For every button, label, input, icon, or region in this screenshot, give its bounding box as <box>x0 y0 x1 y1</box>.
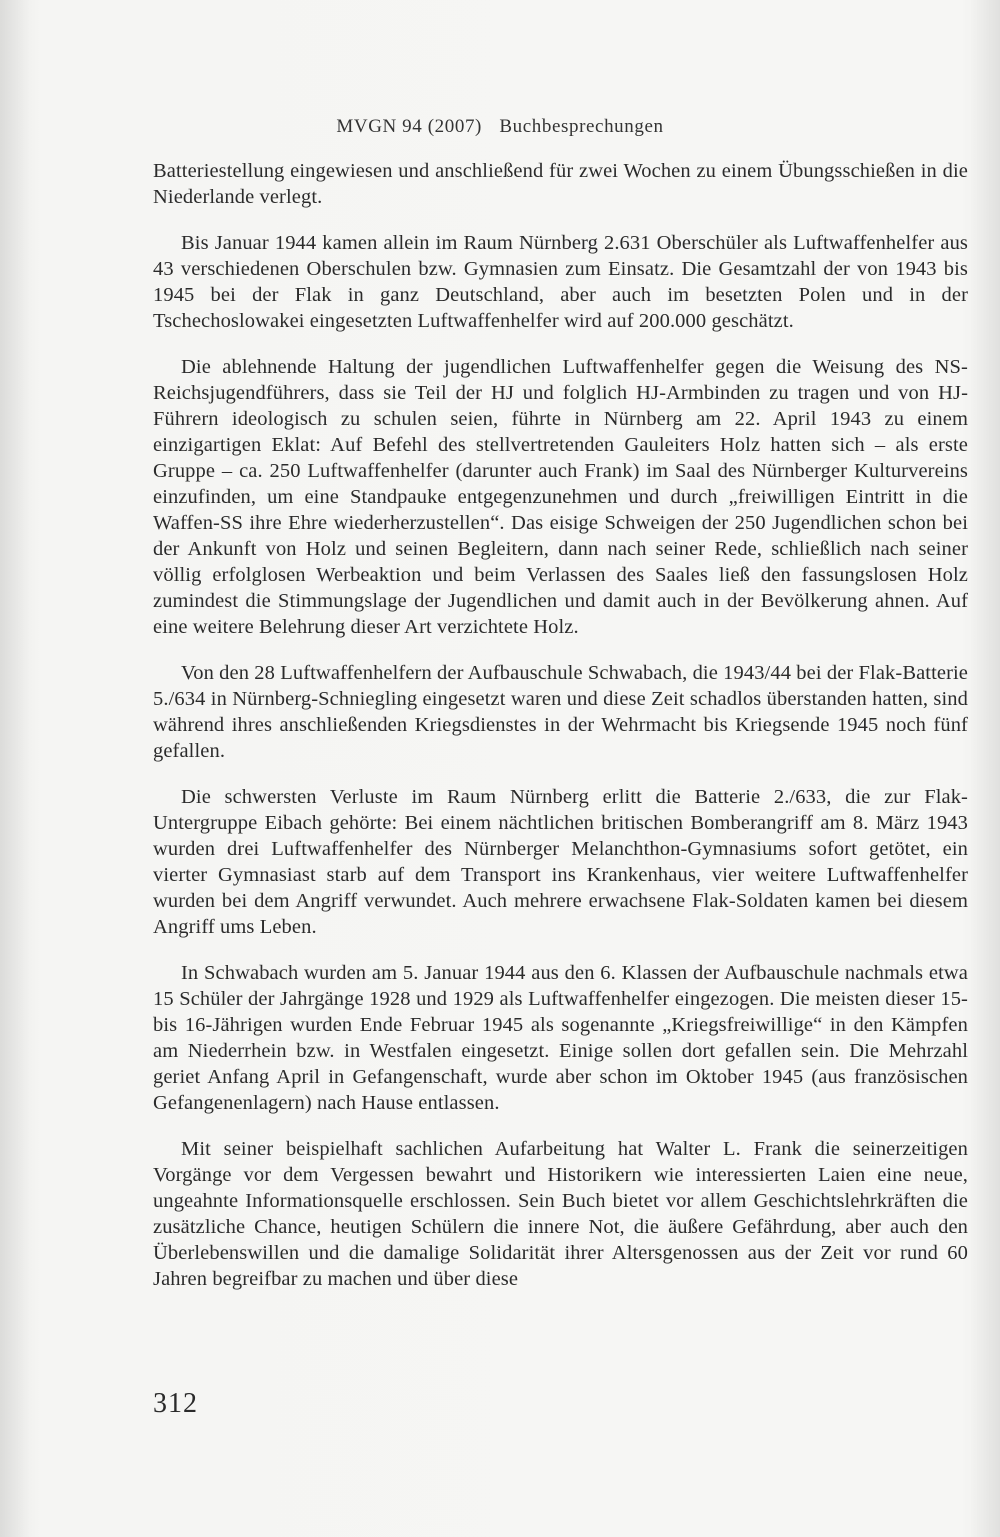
paragraph-continuation: Batteriestellung eingewiesen und anschließend für zwei Wochen zu einem Übungsschießen in die Niederlande verlegt. <box>153 160 968 208</box>
body-text <box>153 158 968 1312</box>
page-number: 312 <box>153 1388 198 1419</box>
paragraph: Mit seiner beispielhaft sachlichen Aufarbeitung hat Walter L. Frank die seinerzeitigen Vorgänge vor dem Vergessen bewahrt und Historikern wie interessierten Laien eine neue, ungeahnte Informationsquelle erschlossen. Sein Buch bietet vor allem Geschichtslehrkräften die zusätzliche Chance, heutigen Schülern die innere Not, die äußere Gefährdung, aber auch den Überlebenswillen und die damalige Solidarität ihrer Altersgenossen aus der Zeit vor rund 60 Jahren begreifbar zu machen und über diese <box>153 1138 968 1290</box>
running-header <box>0 116 1000 138</box>
paragraph: Von den 28 Luftwaffenhelfern der Aufbauschule Schwabach, die 1943/44 bei der Flak-Batterie 5./634 in Nürnberg-Schniegling eingesetzt waren und diese Zeit schadlos überstanden hatten, sind während ihres anschließenden Kriegsdienstes in der Wehrmacht bis Kriegsende 1945 noch fünf gefallen. <box>153 662 968 762</box>
section-title: Buchbesprechungen <box>499 116 664 137</box>
paragraph: Die schwersten Verluste im Raum Nürnberg erlitt die Batterie 2./633, die zur Flak-Untergruppe Eibach gehörte: Bei einem nächtlichen britischen Bomberangriff am 8. März 1943 wurden drei Luftwaffenhelfer des Nürnberger Melanchthon-Gymnasiums sofort getötet, ein vierter Gymnasiast starb auf dem Transport ins Krankenhaus, vier weitere Luftwaffenhelfer wurden bei dem Angriff verwundet. Auch mehrere erwachsene Flak-Soldaten kamen bei diesem Angriff ums Leben. <box>153 786 968 938</box>
paragraph: In Schwabach wurden am 5. Januar 1944 aus den 6. Klassen der Aufbauschule nachmals etwa 15 Schüler der Jahrgänge 1928 und 1929 als Luftwaffenhelfer eingezogen. Die meisten dieser 15- bis 16-Jährigen wurden Ende Februar 1945 als sogenannte „Kriegsfreiwillige“ in den Kämpfen am Niederrhein bzw. in Westfalen eingesetzt. Einige sollen dort gefallen sein. Die Mehrzahl geriet Anfang April in Gefangenschaft, wurde aber schon im Oktober 1945 (aus französischen Gefangenenlagern) nach Hause entlassen. <box>153 962 968 1114</box>
page-edge-shadow-left <box>0 0 30 1537</box>
journal-reference: MVGN 94 (2007) <box>336 116 482 137</box>
page-edge-shadow-right <box>970 0 1000 1537</box>
paragraph: Die ablehnende Haltung der jugendlichen Luftwaffenhelfer gegen die Weisung des NS-Reichsjugendführers, dass sie Teil der HJ und folglich HJ-Armbinden zu tragen und von HJ-Führern ideologisch zu schulen seien, führte in Nürnberg am 22. April 1943 zu einem einzigartigen Eklat: Auf Befehl des stellvertretenden Gauleiters Holz hatten sich – als erste Gruppe – ca. 250 Luftwaffenhelfer (darunter auch Frank) im Saal des Nürnberger Kulturvereins einzufinden, um eine Standpauke entgegenzunehmen und durch „freiwilligen Eintritt in die Waffen-SS ihre Ehre wiederherzustellen“. Das eisige Schweigen der 250 Jugendlichen schon bei der Ankunft von Holz und seinen Begleitern, dann nach seiner Rede, schließlich nach seiner völlig erfolglosen Werbeaktion und beim Verlassen des Saales ließ den fassungslosen Holz zumindest die Stimmungslage der Jugendlichen und damit auch in der Bevölkerung ahnen. Auf eine weitere Belehrung dieser Art verzichtete Holz. <box>153 356 968 638</box>
paragraph: Bis Januar 1944 kamen allein im Raum Nürnberg 2.631 Oberschüler als Luftwaffenhelfer aus 43 verschiedenen Oberschulen bzw. Gymnasien zum Einsatz. Die Gesamtzahl der von 1943 bis 1945 bei der Flak in ganz Deutschland, aber auch im besetzten Polen und in der Tschechoslowakei eingesetzten Luftwaffenhelfer wird auf 200.000 geschätzt. <box>153 232 968 332</box>
